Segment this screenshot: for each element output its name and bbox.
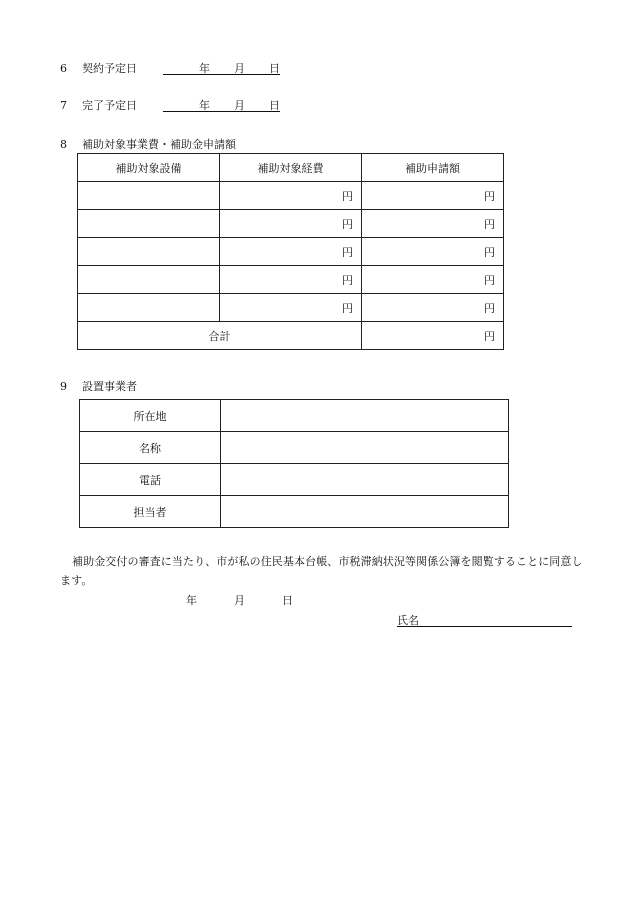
equipment-cell[interactable] (78, 182, 220, 210)
header-equipment: 補助対象設備 (78, 154, 220, 182)
cost-cell[interactable]: 円 (220, 266, 362, 294)
consent-date[interactable] (186, 592, 306, 606)
section-8-heading (60, 136, 236, 152)
amount-cell[interactable]: 円 (362, 182, 504, 210)
table-row (78, 210, 504, 238)
section-title: 補助対象事業費・補助金申請額 (82, 138, 236, 151)
table-row (80, 432, 509, 464)
equipment-cell[interactable] (78, 238, 220, 266)
contract-date-label: 契約予定日 (82, 62, 137, 75)
day-label: 日 (269, 99, 280, 112)
table-row (80, 400, 509, 432)
total-row (78, 322, 504, 350)
completion-date-row (60, 97, 137, 113)
name-label: 氏名 (397, 614, 419, 627)
phone-field[interactable] (221, 464, 509, 496)
subsidy-cost-table (77, 153, 504, 350)
table-row (78, 182, 504, 210)
section-9-heading (60, 378, 137, 394)
completion-date-field[interactable] (163, 97, 280, 111)
cost-cell[interactable]: 円 (220, 238, 362, 266)
company-name-label: 名称 (80, 432, 221, 464)
month-label: 月 (234, 594, 245, 607)
company-name-field[interactable] (221, 432, 509, 464)
table-row (80, 464, 509, 496)
item-number: 6 (60, 62, 67, 75)
phone-label: 電話 (80, 464, 221, 496)
section-number: 8 (60, 138, 67, 151)
total-label: 合計 (78, 322, 362, 350)
month-label: 月 (234, 62, 245, 75)
table-row (78, 294, 504, 322)
address-label: 所在地 (80, 400, 221, 432)
table-row (78, 266, 504, 294)
equipment-cell[interactable] (78, 266, 220, 294)
amount-cell[interactable]: 円 (362, 210, 504, 238)
contract-date-field[interactable] (163, 60, 280, 74)
item-number: 7 (60, 99, 67, 112)
cost-cell[interactable]: 円 (220, 210, 362, 238)
cost-cell[interactable]: 円 (220, 294, 362, 322)
consent-text: 補助金交付の審査に当たり、市が私の住民基本台帳、市税滞納状況等関係公簿を閲覧することに同意します。 (60, 555, 583, 587)
table-row (80, 496, 509, 528)
installer-table (79, 399, 509, 528)
total-amount-cell[interactable]: 円 (362, 322, 504, 350)
contract-date-row (60, 60, 137, 76)
address-field[interactable] (221, 400, 509, 432)
year-label: 年 (199, 99, 210, 112)
contact-person-label: 担当者 (80, 496, 221, 528)
month-label: 月 (234, 99, 245, 112)
year-label: 年 (199, 62, 210, 75)
day-label: 日 (269, 62, 280, 75)
section-title: 設置事業者 (82, 380, 137, 393)
header-application-amount: 補助申請額 (362, 154, 504, 182)
table-row (78, 238, 504, 266)
amount-cell[interactable]: 円 (362, 238, 504, 266)
header-cost: 補助対象経費 (220, 154, 362, 182)
equipment-cell[interactable] (78, 294, 220, 322)
completion-date-label: 完了予定日 (82, 99, 137, 112)
contact-person-field[interactable] (221, 496, 509, 528)
day-label: 日 (282, 594, 293, 607)
section-number: 9 (60, 380, 67, 393)
amount-cell[interactable]: 円 (362, 294, 504, 322)
name-signature-field[interactable] (397, 612, 572, 627)
year-label: 年 (186, 594, 197, 607)
amount-cell[interactable]: 円 (362, 266, 504, 294)
cost-cell[interactable]: 円 (220, 182, 362, 210)
equipment-cell[interactable] (78, 210, 220, 238)
table-header-row (78, 154, 504, 182)
